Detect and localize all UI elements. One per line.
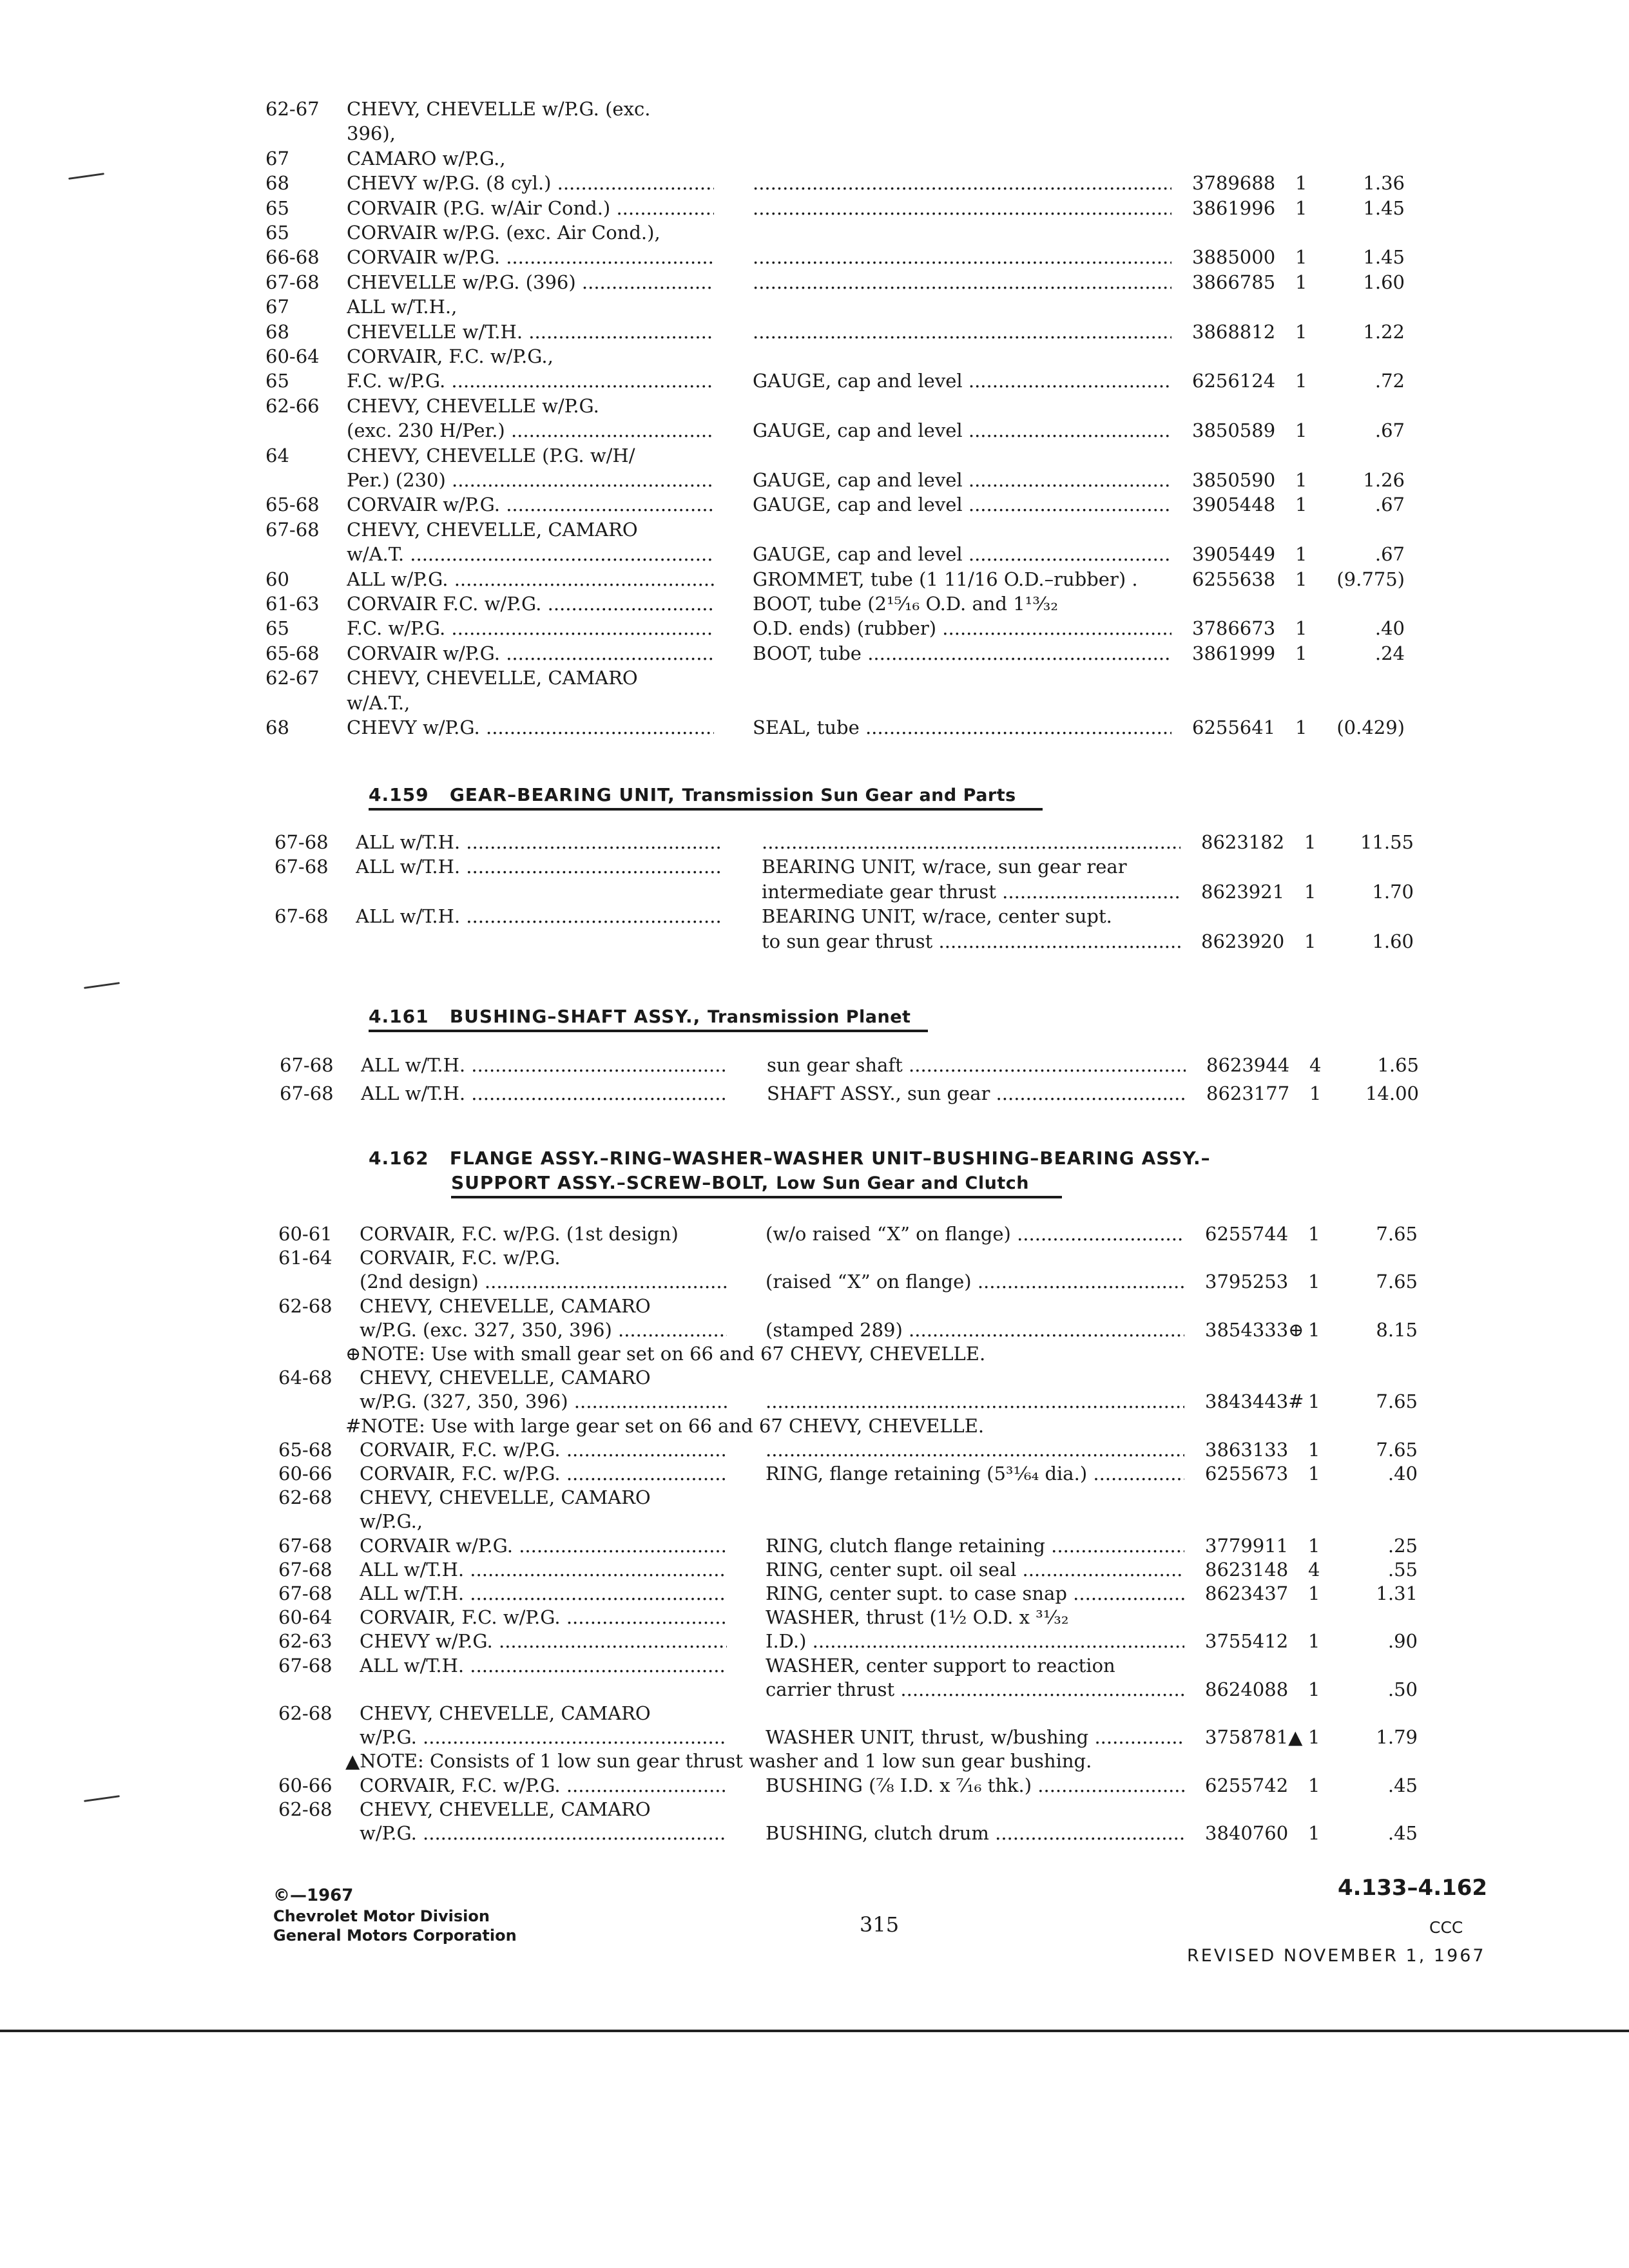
page-number: 315 <box>860 1912 900 1937</box>
price: 14.00 <box>1365 1082 1419 1104</box>
model-application: CHEVY w/P.G. ..... <box>360 1629 727 1653</box>
quantity: 1 <box>1295 246 1307 269</box>
quantity: 1 <box>1295 271 1307 293</box>
quantity: 1 <box>1308 1774 1320 1796</box>
part-description <box>753 270 1171 294</box>
model-application: CORVAIR w/P.G. ..... <box>347 641 714 666</box>
heading-title: GEAR–BEARING UNIT, <box>449 784 675 805</box>
year-range: 62-67 <box>265 98 320 120</box>
table-row <box>0 320 1629 348</box>
table-row <box>0 879 1629 908</box>
model-application: 396), <box>347 122 396 145</box>
table-row <box>0 830 1629 858</box>
model-application: w/A.T., <box>347 691 410 714</box>
price: .55 <box>1387 1558 1418 1581</box>
part-number: 6255641 <box>1192 716 1276 738</box>
price: .45 <box>1387 1774 1418 1796</box>
table-row <box>0 567 1629 595</box>
table-row <box>0 443 1629 472</box>
model-application: ALL w/T.H., <box>347 296 458 318</box>
model-application: F.C. w/P.G. ..... <box>347 369 714 393</box>
model-application: CORVAIR w/P.G. ..... <box>347 492 714 517</box>
price: 7.65 <box>1376 1271 1418 1293</box>
year-range: 65 <box>265 617 289 640</box>
part-number: 8623921 <box>1201 880 1285 903</box>
catalog-code: CCC <box>1429 1918 1463 1937</box>
year-range: 67-68 <box>278 1534 333 1557</box>
table-row <box>0 1081 1629 1110</box>
part-number: 3840760 <box>1205 1822 1289 1844</box>
part-number: 8623920 <box>1201 930 1285 952</box>
year-range: 60 <box>265 568 289 590</box>
copyright: ©—1967 <box>273 1886 354 1905</box>
part-number: 3861999 <box>1192 642 1276 664</box>
part-number: 8623177 <box>1206 1082 1290 1104</box>
model-application: CAMARO w/P.G., <box>347 147 506 169</box>
heading-title: FLANGE ASSY.–RING–WASHER–WASHER UNIT–BUSHING–BEARING ASSY.– <box>449 1148 1211 1169</box>
table-row <box>0 344 1629 372</box>
model-application: Per.) (230) ..... <box>347 468 714 492</box>
quantity: 1 <box>1308 1223 1320 1245</box>
year-range: 61-63 <box>265 593 320 615</box>
table-row <box>0 904 1629 932</box>
model-application: ALL w/T.H. ..... <box>360 1581 727 1606</box>
price: 1.45 <box>1363 246 1405 269</box>
model-application: (exc. 230 H/Per.) ..... <box>347 418 714 443</box>
price: .50 <box>1387 1678 1418 1700</box>
year-range: 67-68 <box>278 1654 333 1677</box>
part-description: GROMMET, tube (1 11/16 O.D.–rubber) . <box>753 568 1138 590</box>
table-row <box>0 121 1629 149</box>
price: .25 <box>1387 1534 1418 1557</box>
quantity: 1 <box>1308 1534 1320 1557</box>
revision-date: REVISED NOVEMBER 1, 1967 <box>1187 1946 1486 1966</box>
year-range: 64 <box>265 444 289 466</box>
quantity: 1 <box>1308 1390 1320 1413</box>
quantity: 1 <box>1295 642 1307 664</box>
year-range: 62-68 <box>278 1486 333 1509</box>
model-application: CHEVY, CHEVELLE, CAMARO <box>360 1367 651 1389</box>
model-application: ALL w/P.G. ..... <box>347 567 714 591</box>
quantity: 1 <box>1308 1726 1320 1749</box>
table-row <box>0 854 1629 883</box>
year-range: 67-68 <box>278 1558 333 1581</box>
margin-mark <box>84 982 120 989</box>
model-application: w/P.G. (327, 350, 396) ..... <box>360 1389 727 1414</box>
part-number: 3863133 <box>1205 1438 1289 1461</box>
model-application: ALL w/T.H. ..... <box>361 1081 728 1106</box>
price: 1.65 <box>1377 1054 1419 1076</box>
model-application: CORVAIR, F.C. w/P.G. ..... <box>360 1437 727 1462</box>
price: .40 <box>1387 1463 1418 1485</box>
part-number: 6255744 <box>1205 1223 1289 1245</box>
part-number: 3861996 <box>1192 197 1276 219</box>
quantity: 1 <box>1295 370 1307 392</box>
quantity: 1 <box>1295 716 1307 738</box>
quantity: 4 <box>1308 1558 1320 1581</box>
quantity: 1 <box>1304 880 1316 903</box>
part-number: 3843443# <box>1205 1390 1304 1413</box>
price: .72 <box>1374 370 1405 392</box>
bottom-rule <box>0 2030 1629 2032</box>
model-application: ALL w/T.H. ..... <box>360 1557 727 1582</box>
quantity: 1 <box>1295 568 1307 590</box>
table-row <box>0 294 1629 323</box>
year-range: 67-68 <box>265 271 320 293</box>
model-application: CHEVY, CHEVELLE w/P.G. (exc. <box>347 98 651 120</box>
quantity: 1 <box>1308 1678 1320 1700</box>
part-description: WASHER UNIT, thrust, w/bushing ..... <box>766 1725 1184 1749</box>
model-application: CORVAIR, F.C. w/P.G. <box>360 1247 561 1269</box>
model-application: CHEVY, CHEVELLE w/P.G. <box>347 394 599 417</box>
table-row <box>0 691 1629 719</box>
price: .67 <box>1374 494 1405 516</box>
price: .67 <box>1374 419 1405 442</box>
model-application: w/P.G., <box>360 1510 423 1533</box>
year-range: 67-68 <box>275 831 329 853</box>
part-description: SHAFT ASSY., sun gear ..... <box>767 1081 1186 1106</box>
part-description: O.D. ends) (rubber) ..... <box>753 616 1171 640</box>
model-application: CHEVY, CHEVELLE (P.G. w/H/ <box>347 444 635 466</box>
part-number: 3786673 <box>1192 617 1276 640</box>
part-description: to sun gear thrust ..... <box>762 929 1181 954</box>
part-description: I.D.) ..... <box>766 1629 1184 1653</box>
year-range: 67-68 <box>275 856 329 878</box>
quantity: 1 <box>1295 617 1307 640</box>
part-description <box>762 830 1181 854</box>
year-range: 60-64 <box>265 345 320 367</box>
model-application: CORVAIR (P.G. w/Air Cond.) ..... <box>347 196 714 220</box>
part-description <box>753 245 1171 269</box>
quantity: 4 <box>1309 1054 1322 1076</box>
price: 1.36 <box>1363 172 1405 195</box>
quantity: 1 <box>1295 419 1307 442</box>
year-range: 67-68 <box>280 1054 334 1076</box>
quantity: 1 <box>1295 172 1307 195</box>
year-range: 60-66 <box>278 1774 333 1796</box>
footnote: ▲NOTE: Consists of 1 low sun gear thrust washer and 1 low sun gear bushing. <box>345 1750 1092 1773</box>
section-heading-4-162-line2 <box>451 1171 1029 1195</box>
part-number: 3868812 <box>1192 320 1276 343</box>
part-description: SEAL, tube ..... <box>753 715 1171 740</box>
model-application: w/P.G. ..... <box>360 1821 727 1845</box>
table-row <box>0 641 1629 669</box>
part-number: 3885000 <box>1192 246 1276 269</box>
model-application: ALL w/T.H. ..... <box>356 830 723 854</box>
price: 1.45 <box>1363 197 1405 219</box>
heading-title-continued: SUPPORT ASSY.–SCREW–BOLT, <box>451 1172 769 1193</box>
part-description: WASHER, center support to reaction <box>766 1654 1115 1677</box>
quantity: 1 <box>1304 930 1316 952</box>
model-application: CORVAIR w/P.G. ..... <box>347 245 714 269</box>
part-number: 3905449 <box>1192 543 1276 566</box>
year-range: 62-67 <box>265 667 320 689</box>
part-description: BOOT, tube (2¹⁵⁄₁₆ O.D. and 1¹³⁄₃₂ <box>753 593 1059 615</box>
quantity: 1 <box>1295 320 1307 343</box>
quantity: 1 <box>1308 1630 1320 1653</box>
heading-underline <box>369 808 1043 811</box>
part-number: 3758781▲ <box>1205 1726 1303 1749</box>
part-description: BUSHING (⅞ I.D. x ⁷⁄₁₆ thk.) ..... <box>766 1773 1184 1798</box>
year-range: 67 <box>265 296 289 318</box>
table-row <box>0 1053 1629 1081</box>
part-number: 8624088 <box>1205 1678 1289 1700</box>
part-number: 3795253 <box>1205 1271 1289 1293</box>
year-range: 67-68 <box>280 1082 334 1104</box>
model-application: CORVAIR w/P.G. ..... <box>360 1533 727 1558</box>
part-description: BEARING UNIT, w/race, sun gear rear <box>762 856 1127 878</box>
price: 1.26 <box>1363 469 1405 491</box>
model-application: w/P.G. (exc. 327, 350, 396) ..... <box>360 1318 727 1342</box>
table-row <box>0 270 1629 298</box>
year-range: 62-68 <box>278 1294 333 1317</box>
part-description <box>766 1437 1184 1462</box>
part-description: carrier thrust ..... <box>766 1677 1184 1702</box>
part-description: BUSHING, clutch drum ..... <box>766 1821 1184 1845</box>
model-application: CHEVELLE w/T.H. ..... <box>347 320 714 344</box>
model-application: CORVAIR w/P.G. (exc. Air Cond.), <box>347 222 660 244</box>
section-heading-4-162 <box>369 1147 1211 1170</box>
table-row <box>0 468 1629 496</box>
model-application: CORVAIR F.C. w/P.G. ..... <box>347 591 714 616</box>
part-description <box>753 320 1171 344</box>
part-number: 8623148 <box>1205 1558 1289 1581</box>
part-description: RING, center supt. oil seal ..... <box>766 1557 1184 1582</box>
year-range: 68 <box>265 716 289 738</box>
model-application: CHEVY w/P.G. ..... <box>347 715 714 740</box>
table-row <box>0 146 1629 175</box>
year-range: 68 <box>265 320 289 343</box>
heading-subtitle: Transmission Sun Gear and Parts <box>682 785 1016 805</box>
year-range: 65 <box>265 370 289 392</box>
model-application: CHEVELLE w/P.G. (396) ..... <box>347 270 714 294</box>
year-range: 67-68 <box>275 905 329 928</box>
quantity: 1 <box>1309 1082 1322 1104</box>
table-row <box>0 929 1629 957</box>
part-number: 3854333⊕ <box>1205 1318 1304 1341</box>
model-application: ALL w/T.H. ..... <box>360 1653 727 1678</box>
heading-underline <box>451 1196 1062 1198</box>
model-application: CORVAIR, F.C. w/P.G. (1st design) <box>360 1223 679 1245</box>
model-application: CHEVY w/P.G. (8 cyl.) ..... <box>347 171 714 195</box>
part-description: intermediate gear thrust ..... <box>762 879 1181 904</box>
year-range: 67-68 <box>278 1582 333 1604</box>
model-application: ALL w/T.H. ..... <box>356 904 723 928</box>
price: 7.65 <box>1376 1390 1418 1413</box>
price: 1.22 <box>1363 320 1405 343</box>
part-number: 8623944 <box>1206 1054 1290 1076</box>
year-range: 65-68 <box>265 494 320 516</box>
heading-subtitle: Low Sun Gear and Clutch <box>776 1173 1029 1193</box>
part-number: 3850590 <box>1192 469 1276 491</box>
price: 8.15 <box>1376 1318 1418 1341</box>
price: .45 <box>1387 1822 1418 1844</box>
part-description: BEARING UNIT, w/race, center supt. <box>762 905 1112 928</box>
part-description: GAUGE, cap and level ..... <box>753 468 1171 492</box>
part-number: 6256124 <box>1192 370 1276 392</box>
year-range: 60-61 <box>278 1223 333 1245</box>
table-row <box>0 517 1629 546</box>
year-range: 67-68 <box>265 518 320 541</box>
section-heading-4-161 <box>369 1005 911 1029</box>
model-application: (2nd design) ..... <box>360 1269 727 1294</box>
price: 1.79 <box>1376 1726 1418 1749</box>
year-range: 64-68 <box>278 1367 333 1389</box>
quantity: 1 <box>1295 543 1307 566</box>
part-description: (stamped 289) ..... <box>766 1318 1184 1342</box>
table-row <box>0 196 1629 224</box>
price: .67 <box>1374 543 1405 566</box>
price: 7.65 <box>1376 1438 1418 1461</box>
quantity: 1 <box>1308 1463 1320 1485</box>
year-range: 67 <box>265 147 289 169</box>
part-description: RING, flange retaining (5³¹⁄₆₄ dia.) ..... <box>766 1461 1184 1486</box>
part-description: GAUGE, cap and level ..... <box>753 542 1171 566</box>
part-number: 3905448 <box>1192 494 1276 516</box>
corporation-name: General Motors Corporation <box>273 1927 517 1945</box>
part-description: BOOT, tube ..... <box>753 641 1171 666</box>
part-number: 3789688 <box>1192 172 1276 195</box>
year-range: 65 <box>265 197 289 219</box>
model-application: w/A.T. ..... <box>347 542 714 566</box>
year-range: 62-68 <box>278 1798 333 1820</box>
year-range: 65-68 <box>278 1438 333 1461</box>
section-range: 4.133–4.162 <box>1338 1875 1488 1901</box>
year-range: 60-64 <box>278 1606 333 1629</box>
part-description: GAUGE, cap and level ..... <box>753 369 1171 393</box>
table-row <box>0 245 1629 273</box>
part-description <box>753 171 1171 195</box>
table-row <box>0 715 1629 744</box>
quantity: 1 <box>1295 197 1307 219</box>
table-row <box>0 171 1629 199</box>
part-description: (w/o raised “X” on flange) ..... <box>766 1222 1184 1246</box>
part-number: 3850589 <box>1192 419 1276 442</box>
table-row <box>0 418 1629 447</box>
table-row <box>0 666 1629 694</box>
part-description <box>753 196 1171 220</box>
part-number: 8623437 <box>1205 1582 1289 1604</box>
model-application: CHEVY, CHEVELLE, CAMARO <box>360 1798 651 1820</box>
part-description: GAUGE, cap and level ..... <box>753 418 1171 443</box>
year-range: 65-68 <box>265 642 320 664</box>
part-description: sun gear shaft ..... <box>767 1053 1186 1077</box>
price: (0.429) <box>1336 716 1405 738</box>
price: 7.65 <box>1376 1223 1418 1245</box>
model-application: F.C. w/P.G. ..... <box>347 616 714 640</box>
model-application: w/P.G. ..... <box>360 1725 727 1749</box>
model-application: CORVAIR, F.C. w/P.G. ..... <box>360 1605 727 1629</box>
model-application: CHEVY, CHEVELLE, CAMARO <box>360 1294 651 1317</box>
footnote: ⊕NOTE: Use with small gear set on 66 and 67 CHEVY, CHEVELLE. <box>345 1343 986 1365</box>
table-row <box>0 1821 1629 1849</box>
year-range: 62-63 <box>278 1630 333 1653</box>
model-application: CHEVY, CHEVELLE, CAMARO <box>360 1702 651 1724</box>
footnote: #NOTE: Use with large gear set on 66 and 67 CHEVY, CHEVELLE. <box>345 1414 985 1437</box>
table-row <box>0 220 1629 249</box>
table-row <box>0 492 1629 521</box>
heading-number: 4.161 <box>369 1006 429 1027</box>
price: 1.60 <box>1372 930 1414 952</box>
year-range: 60-66 <box>278 1463 333 1485</box>
price: 11.55 <box>1360 831 1414 853</box>
heading-subtitle: Transmission Planet <box>708 1007 911 1027</box>
quantity: 1 <box>1308 1438 1320 1461</box>
table-row <box>0 542 1629 570</box>
quantity: 1 <box>1308 1271 1320 1293</box>
part-number: 6255673 <box>1205 1463 1289 1485</box>
part-number: 3755412 <box>1205 1630 1289 1653</box>
year-range: 68 <box>265 172 289 195</box>
part-number: 3866785 <box>1192 271 1276 293</box>
year-range: 61-64 <box>278 1247 333 1269</box>
part-description <box>766 1389 1184 1414</box>
year-range: 62-68 <box>278 1702 333 1724</box>
price: 1.70 <box>1372 880 1414 903</box>
heading-title: BUSHING–SHAFT ASSY., <box>449 1006 701 1027</box>
model-application: CORVAIR, F.C. w/P.G. ..... <box>360 1461 727 1486</box>
part-description: GAUGE, cap and level ..... <box>753 492 1171 517</box>
part-description: WASHER, thrust (1½ O.D. x ³¹⁄₃₂ <box>766 1606 1069 1629</box>
model-application: ALL w/T.H. ..... <box>356 854 723 879</box>
part-description: RING, clutch flange retaining ..... <box>766 1533 1184 1558</box>
price: (9.775) <box>1336 568 1405 590</box>
heading-number: 4.159 <box>369 784 429 805</box>
table-row <box>0 591 1629 620</box>
price: .90 <box>1387 1630 1418 1653</box>
price: 1.60 <box>1363 271 1405 293</box>
quantity: 1 <box>1295 469 1307 491</box>
model-application: ALL w/T.H. ..... <box>361 1053 728 1077</box>
price: 1.31 <box>1376 1582 1418 1604</box>
model-application: CHEVY, CHEVELLE, CAMARO <box>347 518 638 541</box>
quantity: 1 <box>1295 494 1307 516</box>
section-heading-4-159 <box>369 783 1016 807</box>
part-number: 6255742 <box>1205 1774 1289 1796</box>
price: .40 <box>1374 617 1405 640</box>
division-name: Chevrolet Motor Division <box>273 1907 490 1925</box>
part-number: 8623182 <box>1201 831 1285 853</box>
quantity: 1 <box>1308 1318 1320 1341</box>
price: .24 <box>1374 642 1405 664</box>
year-range: 65 <box>265 222 289 244</box>
heading-number: 4.162 <box>369 1148 429 1169</box>
year-range: 62-66 <box>265 394 320 417</box>
quantity: 1 <box>1308 1582 1320 1604</box>
table-row <box>0 97 1629 125</box>
part-description: (raised “X” on flange) ..... <box>766 1269 1184 1294</box>
model-application: CORVAIR, F.C. w/P.G. ..... <box>360 1773 727 1798</box>
year-range: 66-68 <box>265 246 320 269</box>
table-row <box>0 369 1629 397</box>
model-application: CORVAIR, F.C. w/P.G., <box>347 345 554 367</box>
model-application: CHEVY, CHEVELLE, CAMARO <box>360 1486 651 1509</box>
table-row <box>0 616 1629 644</box>
part-number: 3779911 <box>1205 1534 1289 1557</box>
quantity: 1 <box>1308 1822 1320 1844</box>
part-description: RING, center supt. to case snap ..... <box>766 1581 1184 1606</box>
model-application: CHEVY, CHEVELLE, CAMARO <box>347 667 638 689</box>
table-row <box>0 394 1629 422</box>
part-number: 6255638 <box>1192 568 1276 590</box>
quantity: 1 <box>1304 831 1316 853</box>
heading-underline <box>369 1030 928 1032</box>
